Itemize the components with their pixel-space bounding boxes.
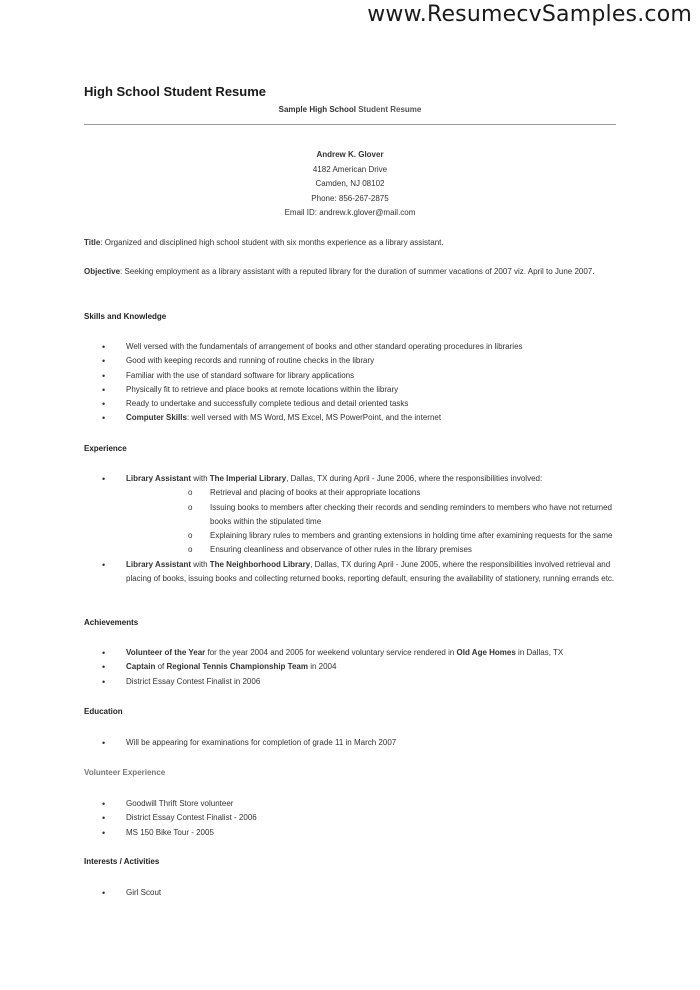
interests-heading: Interests / Activities	[84, 857, 160, 866]
list-item: • Library Assistant with The Neighborhood Library, Dallas, TX during April - June 2005, where the responsibilities involved retrieval and placing of books, issuing books and collecting returned books, reporting default, ensuring the availability of stationery, running errands etc.	[102, 559, 615, 584]
bullet-icon: •	[102, 413, 106, 424]
bullet-icon: •	[102, 662, 106, 673]
list-item: • Goodwill Thrift Store volunteer	[84, 797, 616, 811]
contact-email: Email ID: andrew.k.glover@mail.com	[284, 208, 416, 217]
list-item: • Good with keeping records and running of routine checks in the library	[84, 354, 616, 368]
bullet-icon: •	[102, 676, 106, 687]
objective-label: Objective	[84, 267, 121, 276]
list-item: • Ready to undertake and successfully complete tedious and detail oriented tasks	[84, 397, 616, 411]
list-item: o Issuing books to members after checking their records and sending reminders to members who have not returned books within the stipulated time	[188, 502, 612, 526]
subtitle	[84, 105, 616, 114]
list-item: • Familiar with the use of standard software for library applications	[84, 369, 616, 383]
list-item: • Captain of Regional Tennis Championship Team in 2004	[84, 660, 616, 674]
list-item: • Physically fit to retrieve and place books at remote locations within the library	[84, 383, 616, 397]
bullet-icon: •	[102, 370, 106, 381]
objective	[84, 265, 616, 280]
list-item: • Well versed with the fundamentals of arrangement of books and other standard operating procedures in libraries	[84, 340, 616, 354]
circle-bullet-icon: o	[188, 502, 193, 512]
bullet-icon: •	[102, 813, 106, 824]
list-item: o Retrieval and placing of books at their appropriate locations	[126, 486, 616, 500]
circle-bullet-icon: o	[188, 545, 193, 555]
contact-address: 4182 American Drive	[312, 164, 388, 174]
list-item: • District Essay Contest Finalist in 2006	[84, 675, 616, 689]
volunteer-heading: Volunteer Experience	[84, 768, 166, 777]
divider	[84, 124, 616, 125]
achievements-heading: Achievements	[84, 618, 139, 627]
skills-heading: Skills and Knowledge	[84, 312, 167, 321]
bullet-icon: •	[102, 799, 106, 809]
bullet-icon: •	[102, 648, 106, 658]
title-line	[84, 236, 616, 251]
circle-bullet-icon: o	[188, 531, 193, 541]
education-list	[84, 736, 616, 750]
bullet-icon: •	[102, 474, 106, 484]
achievements-list	[84, 646, 616, 689]
bullet-icon: •	[102, 356, 106, 367]
bullet-icon: •	[102, 399, 106, 410]
subtitle-part2: Student Resume	[358, 105, 422, 114]
title-label: Title	[84, 238, 101, 247]
list-item: • Volunteer of the Year for the year 2004 and 2005 for weekend voluntary service rendered in Old Age Homes in Dallas, TX	[84, 646, 616, 660]
watermark: www.ResumecvSamples.com	[367, 2, 692, 27]
bullet-icon: •	[102, 559, 106, 570]
duties-list	[126, 486, 616, 557]
bullet-icon: •	[102, 342, 106, 352]
volunteer-list	[84, 797, 616, 840]
list-item: • MS 150 Bike Tour - 2005	[84, 826, 616, 840]
subtitle-part1: Sample High School	[278, 105, 359, 114]
experience-list	[84, 472, 616, 586]
list-item: o Explaining library rules to members and granting extensions in holding time after examining requests for the same	[126, 529, 616, 543]
education-heading: Education	[84, 707, 123, 716]
bullet-icon: •	[102, 888, 106, 898]
list-item: • Will be appearing for examinations for completion of grade 11 in March 2007	[84, 736, 616, 750]
contact-name: Andrew K. Glover	[316, 150, 384, 159]
circle-bullet-icon: o	[188, 488, 193, 498]
page-title: High School Student Resume	[84, 84, 267, 99]
list-item: • Library Assistant with The Imperial Library, Dallas, TX during April - June 2006, where the responsibilities involved: o Retrieval and placing of books at their appropriate locations o Issuing books to members after checking their records and sending reminders to members who have not returned books within the stipulated time o Explaining library rules to members and granting extensions in holding time after examining requests for the same o Ensuring cleanliness and observance of other rules in the library premises	[84, 472, 616, 558]
contact-block	[84, 148, 616, 221]
bullet-icon: •	[102, 738, 106, 748]
list-item: • District Essay Contest Finalist - 2006	[84, 811, 616, 825]
contact-phone: Phone: 856-267-2875	[311, 193, 389, 203]
list-item: o Ensuring cleanliness and observance of other rules in the library premises	[126, 543, 616, 557]
title-text: : Organized and disciplined high school student with six months experience as a library assistant.	[100, 238, 444, 247]
bullet-icon: •	[102, 384, 106, 395]
experience-heading: Experience	[84, 444, 127, 453]
skills-list	[84, 340, 616, 426]
list-item: • Girl Scout	[84, 886, 616, 900]
interests-list	[84, 886, 616, 900]
list-item: • Computer Skills: well versed with MS Word, MS Excel, MS PowerPoint, and the internet	[84, 411, 616, 425]
objective-text: : Seeking employment as a library assistant with a reputed library for the duration of summer vacations of 2007 viz. April to June 2007.	[120, 267, 595, 276]
contact-city: Camden, NJ 08102	[315, 179, 385, 188]
bullet-icon: •	[102, 827, 106, 838]
